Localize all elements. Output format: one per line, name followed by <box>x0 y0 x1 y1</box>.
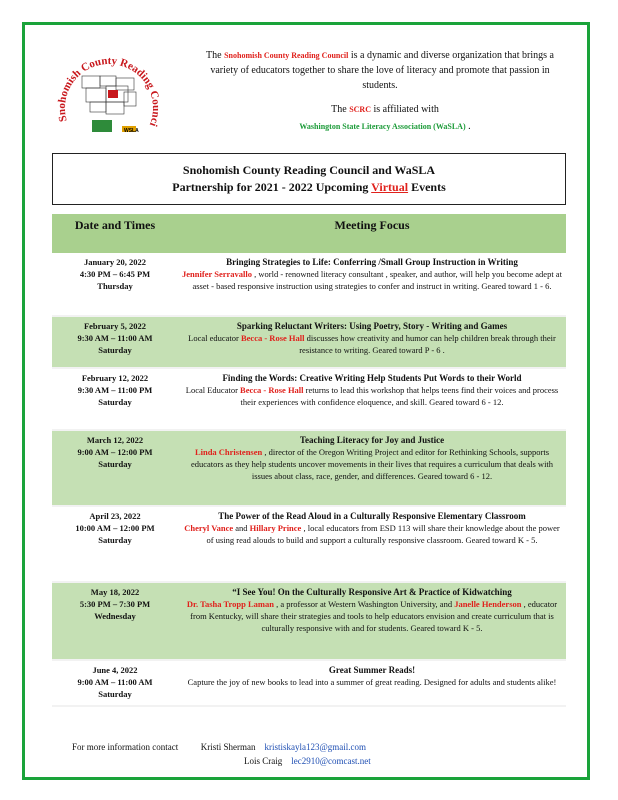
presenter-role: , a professor at Western Washington University, and <box>276 599 453 609</box>
wsla-name: Washington State Literacy Association (WaSLA) <box>299 122 466 131</box>
virtual-label: Virtual <box>371 180 409 194</box>
event-description: returns to lead this workshop that helps teens find their voices and process their experiences with confidence eloquence, and skill. Geared toward 6 - 12. <box>240 385 559 407</box>
header-date: Date and Times <box>52 214 178 253</box>
event-description: , educator from Kentucky, will share their strategies and tools to help educators envision and create curriculum that is culturally responsive with and for students. Geared toward K - 5. <box>190 599 558 633</box>
contact-name-2: Lois Craig <box>244 756 283 766</box>
event-datetime <box>52 368 178 430</box>
event-description: discusses how creativity and humor can help children break through their resistance to writing. Geared toward P - 6 . <box>299 333 556 355</box>
title-line-1: Snohomish County Reading Council and WaSLA <box>182 163 436 177</box>
presenter: Becca - Rose Hall <box>240 333 305 343</box>
event-day: Thursday <box>97 281 133 291</box>
event-description: , director of the Oregon Writing Project and editor for Rethinking Schools, supports educators as they help students uncover movements in their lives that requires a curriculum that deals with issues about class, race, gender, and differences. Geared toward 6 - 12. <box>190 447 554 481</box>
title-line-2-end: Events <box>411 180 446 194</box>
presenter: Becca - Rose Hall <box>240 385 304 395</box>
presenter: Linda Christensen <box>194 447 263 457</box>
event-title: The Power of the Read Aloud in a Culturally Responsive Elementary Classroom <box>218 511 526 521</box>
events-title <box>52 153 566 205</box>
presenter: Janelle Henderson <box>454 599 522 609</box>
event-date: February 5, 2022 <box>83 321 147 331</box>
event-title: Finding the Words: Creative Writing Help Students Put Words to their World <box>222 373 522 383</box>
event-datetime <box>52 582 178 660</box>
event-focus <box>178 582 566 660</box>
presenter-joiner: and <box>235 523 248 533</box>
event-day: Saturday <box>98 345 132 355</box>
affiliation-note <box>230 103 540 133</box>
presenter: Dr. Tasha Tropp Laman <box>186 599 274 609</box>
contact-label: For more information contact <box>72 742 179 752</box>
event-title: Teaching Literacy for Joy and Justice <box>299 435 445 445</box>
svg-text:Snohomish County Reading Counc: Snohomish County Reading Counci <box>55 54 163 128</box>
event-time: 5:30 PM – 7:30 PM <box>79 599 151 609</box>
event-focus <box>178 506 566 582</box>
presenter-role: Local educator <box>188 333 239 343</box>
affil-text-start: The <box>331 104 347 115</box>
org-name: Snohomish County Reading Council <box>224 51 349 60</box>
event-datetime <box>52 253 178 316</box>
svg-text:WSLA: WSLA <box>124 128 139 134</box>
event-date: January 20, 2022 <box>83 257 147 267</box>
event-datetime <box>52 506 178 582</box>
event-description: Capture the joy of new books to lead into a summer of great reading. Designed for adults and students alike! <box>187 677 557 687</box>
event-title: Great Summer Reads! <box>328 665 416 675</box>
event-row <box>52 506 566 582</box>
event-title: Sparking Reluctant Writers: Using Poetry, Story - Writing and Games <box>236 321 508 331</box>
event-focus <box>178 253 566 316</box>
event-row <box>52 316 566 368</box>
affil-text-end: is affiliated with <box>373 104 439 115</box>
event-date: May 18, 2022 <box>90 587 140 597</box>
event-day: Saturday <box>98 397 132 407</box>
title-line-2-start: Partnership for 2021 - 2022 Upcoming <box>172 180 369 194</box>
event-row <box>52 430 566 506</box>
event-date: April 23, 2022 <box>89 511 141 521</box>
intro-paragraph <box>205 48 555 93</box>
event-day: Saturday <box>98 689 132 699</box>
event-time: 10:00 AM – 12:00 PM <box>75 523 155 533</box>
event-description: , local educators from ESD 113 will share their knowledge about the power of using read alouds to build and support a culturally responsive classroom. Geared toward K - 5. <box>206 523 560 545</box>
event-focus <box>178 368 566 430</box>
contact-info <box>72 740 371 768</box>
presenter: Hillary Prince <box>249 523 302 533</box>
event-focus <box>178 430 566 506</box>
event-date: June 4, 2022 <box>92 665 138 675</box>
scrc-abbrev: SCRC <box>349 105 371 114</box>
presenter-role: Local Educator <box>185 385 238 395</box>
event-day: Saturday <box>98 535 132 545</box>
event-title: Bringing Strategies to Life: Conferring /Small Group Instruction in Writing <box>226 257 518 267</box>
event-date: March 12, 2022 <box>86 435 144 445</box>
event-date: February 12, 2022 <box>81 373 149 383</box>
event-datetime <box>52 660 178 706</box>
event-title: “I See You! On the Culturally Responsive Art & Practice of Kidwatching <box>232 587 512 597</box>
event-row <box>52 660 566 706</box>
event-datetime <box>52 316 178 368</box>
affil-period: . <box>468 121 471 132</box>
event-row <box>52 368 566 430</box>
events-table <box>52 214 566 707</box>
contact-email-2[interactable]: lec2910@comcast.net <box>291 756 371 766</box>
event-row <box>52 253 566 316</box>
header-focus: Meeting Focus <box>178 214 566 253</box>
event-row <box>52 582 566 660</box>
event-time: 9:00 AM – 11:00 AM <box>77 677 153 687</box>
title-line-2 <box>53 179 565 196</box>
intro-text-body: is a dynamic and diverse organization that brings a variety of educators together to share the love of literacy and promote that passion in students. <box>210 50 554 91</box>
event-time: 4:30 PM – 6:45 PM <box>79 269 151 279</box>
event-focus <box>178 316 566 368</box>
event-focus <box>178 660 566 706</box>
presenter: Jennifer Serravallo <box>182 269 252 279</box>
intro-text-start: The <box>206 50 222 61</box>
contact-name-1: Kristi Sherman <box>200 742 256 752</box>
council-logo <box>50 46 168 154</box>
event-description: , world - renowned literacy consultant , speaker, and author, will help you become adept at asset - based responsive instruction using strategies to confer and instruct in writing. Geared toward 1 - 6. <box>192 269 562 291</box>
presenter: Cheryl Vance <box>184 523 234 533</box>
event-time: 9:00 AM – 12:00 PM <box>77 447 153 457</box>
event-datetime <box>52 430 178 506</box>
event-day: Saturday <box>98 459 132 469</box>
event-day: Wednesday <box>94 611 136 621</box>
contact-email-1[interactable]: kristiskayla123@gmail.com <box>264 742 367 752</box>
event-time: 9:30 AM – 11:00 PM <box>77 385 153 395</box>
event-time: 9:30 AM – 11:00 AM <box>77 333 153 343</box>
